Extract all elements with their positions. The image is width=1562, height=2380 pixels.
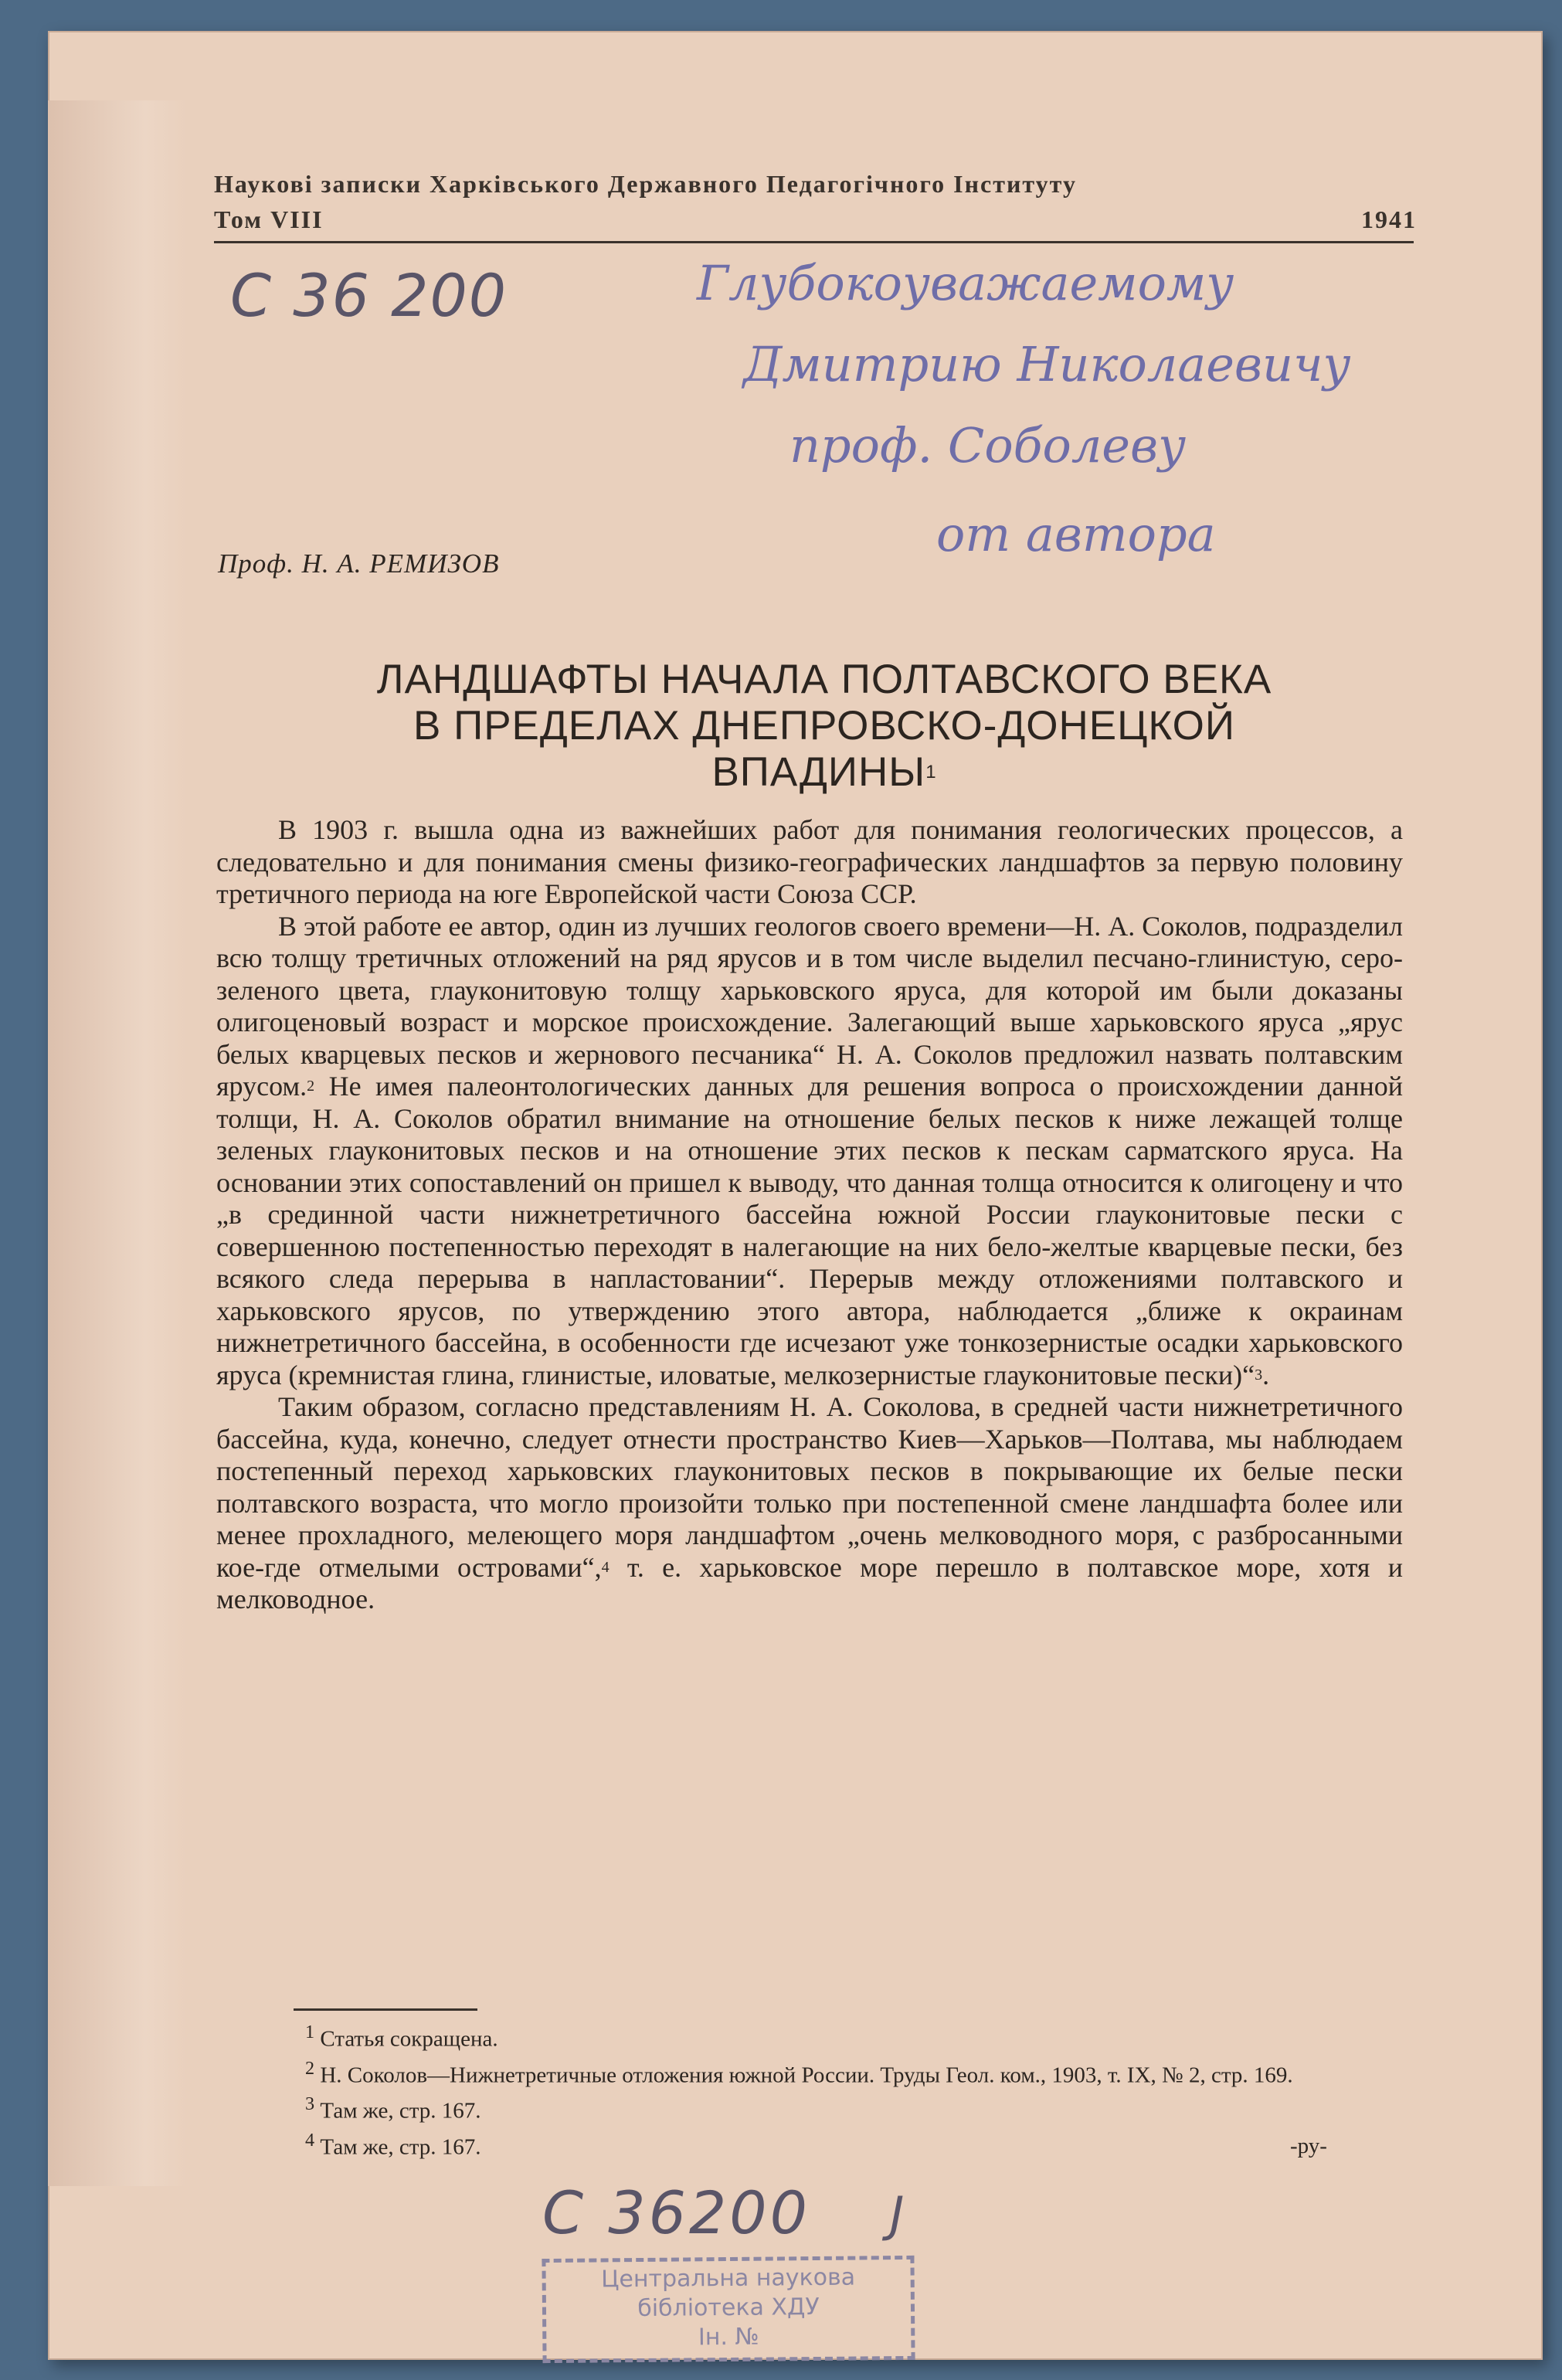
author-name: Проф. Н. А. РЕМИЗОВ [218,548,500,579]
footnote-ref-4: 4 [601,1558,610,1576]
title-footnote-mark: 1 [925,762,937,783]
year-label: 1941 [1361,205,1417,233]
article-body [216,814,1403,1616]
stamp-line-3: Ін. № [698,2323,759,2351]
dedication-line-4: от автора [936,506,1216,562]
article-title [249,657,1400,796]
footnote-1-mark: 1 [305,2022,315,2042]
footnote-3-text: Там же, стр. 167. [320,2098,481,2124]
footnote-4-mark: 4 [305,2129,315,2151]
paragraph-2-text-b: Не имея палеонтологических данных для решения вопроса о происхождении данной толщи, Н. А. Соколов обратил внимание на отношение белых песков к ниже лежащей толще зеленых глауконитовых песков и на отношение этих песков к пескам сарматского яруса. На основании этих сопоставлений он пришел к выводу, что данная толща относится к олигоцену и что „в срединной части нижнетретичного бассейна южной России глауконитовые пески с совершенною постепенностью переходят в налегающие на них бело-желтые кварцевые пески, без всякого следа перерыва в напластовании“. Перерыв между отложениями полтавского и харьковского ярусов, по утверждению этого автора, наблюдается „ближе к окраинам нижнетретичного бассейна, в особенности где исчезают уже тонкозернистые осадки харьковского яруса (кремнистая глина, глинистые, иловатые, мелкозернистые глауконитовые пески)“ [216,1071,1403,1390]
footnote-ref-3: 3 [1255,1366,1263,1384]
paragraph-3-text-b: т. е. харьковское море перешло в полтавское море, хотя и мелководное. [216,1551,1403,1614]
dedication-line-2: Дмитрию Николаевичу [743,336,1351,392]
catchword: -ру- [1290,2134,1327,2158]
footnote-4 [216,2126,1406,2162]
stamp-line-1: Центральна наукова [601,2263,856,2293]
footnote-rule [294,2008,477,2011]
dedication-line-1: Глубокоуважаемому [697,255,1234,311]
paragraph-2-text-a: В этой работе ее автор, один из лучших геологов своего времени—Н. А. Соколов, подразделил всю толщу третичных отложений на ряд ярусов и в том числе выделил песчано-глинистую, серо-зеленого цвета, глауконитовую толщу харьковского яруса, для которой им были доказаны олигоценовый возраст и морское происхождение. Залегающий выше харьковского яруса „ярус белых кварцевых песков и жернового песчаника“ Н. А. Соколов предложил назвать полтавским ярусом. [216,910,1403,1102]
paragraph-3 [216,1391,1403,1616]
dedication-line-3: проф. Соболеву [789,417,1187,474]
paragraph-3-text-a: Таким образом, согласно представлениям Н. А. Соколова, в средней части нижнетретичного бассейна, куда, конечно, следует отнести пространство Киев—Харьков—Полтава, мы наблюдаем постепенный переход харьковских глауконитовых песков в покрывающие их белые пески полтавского возраста, что могло произойти только при постепенной смене ландшафта более или менее прохладного, мелеющего моря ландшафтом „очень мелководного моря, с разбросанными кое-где отмелыми островами“, [216,1391,1403,1583]
header-rule [214,241,1414,243]
footnote-ref-2: 2 [307,1078,315,1095]
footnote-2-text: Н. Соколов—Нижнетретичные отложения южной России. Труды Геол. ком., 1903, т. IX, № 2, стр. 169. [320,2063,1293,2088]
footnote-2-mark: 2 [305,2057,315,2079]
footnote-3 [216,2090,1406,2126]
footnote-4-text: Там же, стр. 167. [320,2134,481,2160]
footnote-3-mark: 3 [305,2093,315,2115]
footnote-2 [216,2054,1406,2090]
paragraph-2 [216,911,1403,1392]
handwritten-mark: J [890,2186,905,2242]
title-line-3-text: ВПАДИНЫ [711,749,926,795]
footnote-1-text: Статья сокращена. [320,2026,498,2052]
stamp-line-2: бібліотека ХДУ [637,2293,820,2323]
paragraph-1: В 1903 г. вышла одна из важнейших работ для понимания геологических процессов, а следовательно и для понимания смены физико-географических ландшафтов за первую половину третичного периода на юге Европейской части Союза ССР. [216,814,1403,909]
title-line-3 [249,749,1400,796]
catalog-number-bottom: С 36200 [542,2178,810,2247]
title-line-1: ЛАНДШАФТЫ НАЧАЛА ПОЛТАВСКОГО ВЕКА [376,657,1272,702]
paragraph-2-end: . [1262,1359,1270,1390]
title-line-2: В ПРЕДЕЛАХ ДНЕПРОВСКО-ДОНЕЦКОЙ [413,703,1235,749]
footnote-1 [216,2018,1406,2054]
journal-title: Наукові записки Харківського Державного Педагогічного Інституту [214,170,1077,198]
library-stamp [542,2256,915,2363]
footnotes [216,2018,1406,2162]
document-page [48,31,1543,2360]
volume-label: Том VIII [214,205,324,233]
catalog-number-top: С 36 200 [230,261,508,330]
